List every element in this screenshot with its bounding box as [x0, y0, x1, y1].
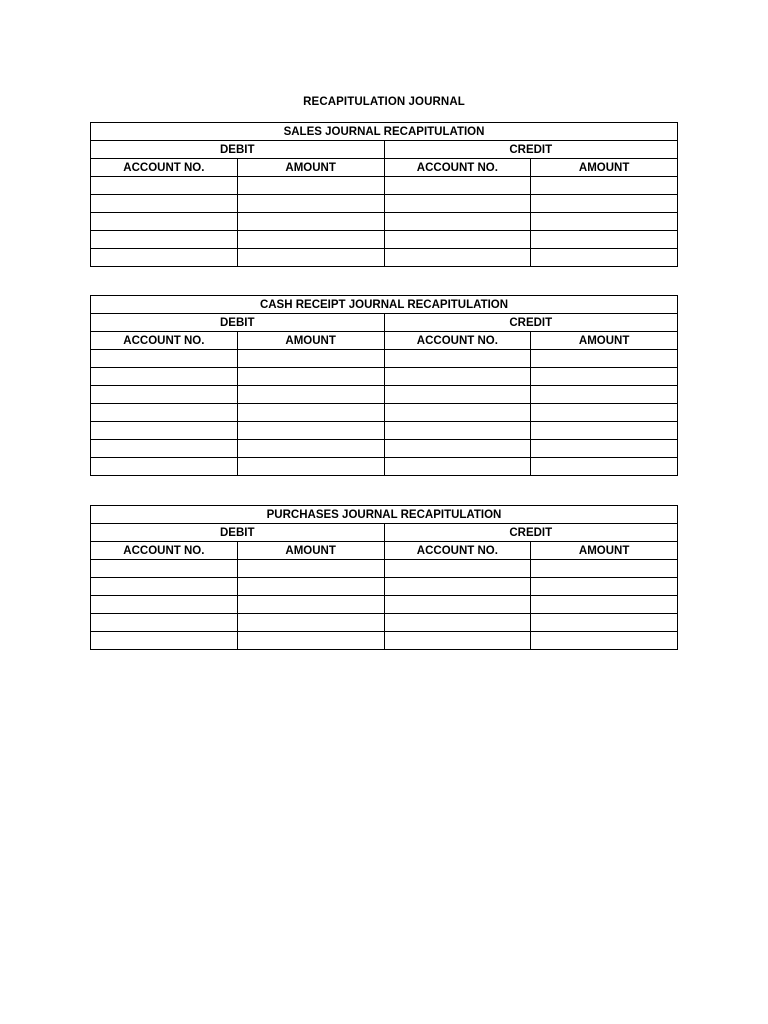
debit-credit-header-row [91, 524, 678, 542]
credit-account-no-cell [384, 614, 531, 632]
credit-amount-cell [531, 440, 678, 458]
credit-amount-header: AMOUNT [531, 542, 678, 560]
column-header-row [91, 542, 678, 560]
credit-account-no-cell [384, 350, 531, 368]
credit-account-no-cell [384, 578, 531, 596]
debit-account-no-cell [91, 350, 238, 368]
credit-account-no-cell [384, 213, 531, 231]
credit-account-no-cell [384, 231, 531, 249]
credit-amount-cell [531, 177, 678, 195]
credit-amount-cell [531, 632, 678, 650]
debit-account-no-header: ACCOUNT NO. [91, 542, 238, 560]
table-row [91, 386, 678, 404]
table-title-row [91, 296, 678, 314]
credit-account-no-header: ACCOUNT NO. [384, 159, 531, 177]
debit-header: DEBIT [91, 141, 385, 159]
table-row [91, 458, 678, 476]
credit-amount-cell [531, 350, 678, 368]
credit-amount-cell [531, 386, 678, 404]
table-row [91, 350, 678, 368]
debit-account-no-cell [91, 386, 238, 404]
debit-account-no-cell [91, 596, 238, 614]
credit-account-no-cell [384, 177, 531, 195]
table-row [91, 422, 678, 440]
credit-amount-cell [531, 368, 678, 386]
debit-account-no-cell [91, 213, 238, 231]
credit-header: CREDIT [384, 141, 678, 159]
debit-account-no-header: ACCOUNT NO. [91, 332, 238, 350]
debit-amount-cell [237, 458, 384, 476]
debit-amount-header: AMOUNT [237, 332, 384, 350]
credit-amount-cell [531, 560, 678, 578]
credit-amount-cell [531, 422, 678, 440]
debit-credit-header-row [91, 141, 678, 159]
table-body [91, 177, 678, 267]
credit-amount-cell [531, 614, 678, 632]
debit-amount-cell [237, 632, 384, 650]
debit-account-no-cell [91, 458, 238, 476]
credit-amount-cell [531, 578, 678, 596]
purchases-journal-table [90, 505, 678, 650]
debit-amount-cell [237, 404, 384, 422]
debit-credit-header-row [91, 314, 678, 332]
debit-amount-cell [237, 231, 384, 249]
column-header-row [91, 159, 678, 177]
debit-amount-cell [237, 422, 384, 440]
credit-amount-cell [531, 213, 678, 231]
table-row [91, 231, 678, 249]
debit-account-no-cell [91, 578, 238, 596]
debit-amount-cell [237, 195, 384, 213]
table-title: CASH RECEIPT JOURNAL RECAPITULATION [91, 296, 678, 314]
table-row [91, 195, 678, 213]
table-row [91, 578, 678, 596]
credit-amount-cell [531, 249, 678, 267]
credit-account-no-cell [384, 368, 531, 386]
credit-account-no-cell [384, 560, 531, 578]
table-row [91, 632, 678, 650]
column-header-row [91, 332, 678, 350]
credit-amount-header: AMOUNT [531, 332, 678, 350]
debit-amount-cell [237, 177, 384, 195]
debit-account-no-cell [91, 368, 238, 386]
credit-account-no-header: ACCOUNT NO. [384, 332, 531, 350]
credit-account-no-header: ACCOUNT NO. [384, 542, 531, 560]
debit-account-no-cell [91, 195, 238, 213]
table-row [91, 249, 678, 267]
credit-account-no-cell [384, 404, 531, 422]
credit-amount-header: AMOUNT [531, 159, 678, 177]
debit-amount-header: AMOUNT [237, 159, 384, 177]
credit-amount-cell [531, 195, 678, 213]
debit-account-no-cell [91, 249, 238, 267]
debit-amount-cell [237, 249, 384, 267]
credit-header: CREDIT [384, 314, 678, 332]
table-row [91, 596, 678, 614]
credit-header: CREDIT [384, 524, 678, 542]
page-title: RECAPITULATION JOURNAL [303, 96, 465, 108]
table-title-row [91, 123, 678, 141]
table-title: SALES JOURNAL RECAPITULATION [91, 123, 678, 141]
debit-amount-cell [237, 596, 384, 614]
table-row [91, 614, 678, 632]
debit-account-no-header: ACCOUNT NO. [91, 159, 238, 177]
debit-amount-cell [237, 560, 384, 578]
table-row [91, 560, 678, 578]
credit-account-no-cell [384, 422, 531, 440]
debit-header: DEBIT [91, 314, 385, 332]
sales-journal-table [90, 122, 678, 267]
table-body [91, 350, 678, 476]
debit-amount-cell [237, 440, 384, 458]
table-title-row [91, 506, 678, 524]
credit-account-no-cell [384, 632, 531, 650]
credit-amount-cell [531, 596, 678, 614]
credit-amount-cell [531, 458, 678, 476]
cash-receipt-journal-table [90, 295, 678, 476]
credit-account-no-cell [384, 458, 531, 476]
debit-amount-cell [237, 368, 384, 386]
table-body [91, 560, 678, 650]
credit-account-no-cell [384, 386, 531, 404]
debit-account-no-cell [91, 177, 238, 195]
debit-amount-cell [237, 213, 384, 231]
credit-amount-cell [531, 404, 678, 422]
debit-account-no-cell [91, 632, 238, 650]
debit-account-no-cell [91, 404, 238, 422]
table-row [91, 213, 678, 231]
table-row [91, 177, 678, 195]
credit-account-no-cell [384, 195, 531, 213]
table-title: PURCHASES JOURNAL RECAPITULATION [91, 506, 678, 524]
debit-account-no-cell [91, 560, 238, 578]
debit-amount-cell [237, 578, 384, 596]
debit-amount-cell [237, 350, 384, 368]
debit-amount-cell [237, 614, 384, 632]
credit-account-no-cell [384, 440, 531, 458]
table-row [91, 368, 678, 386]
debit-account-no-cell [91, 422, 238, 440]
debit-account-no-cell [91, 231, 238, 249]
credit-account-no-cell [384, 249, 531, 267]
debit-account-no-cell [91, 440, 238, 458]
debit-amount-header: AMOUNT [237, 542, 384, 560]
table-row [91, 440, 678, 458]
credit-amount-cell [531, 231, 678, 249]
debit-account-no-cell [91, 614, 238, 632]
debit-amount-cell [237, 386, 384, 404]
debit-header: DEBIT [91, 524, 385, 542]
table-row [91, 404, 678, 422]
credit-account-no-cell [384, 596, 531, 614]
